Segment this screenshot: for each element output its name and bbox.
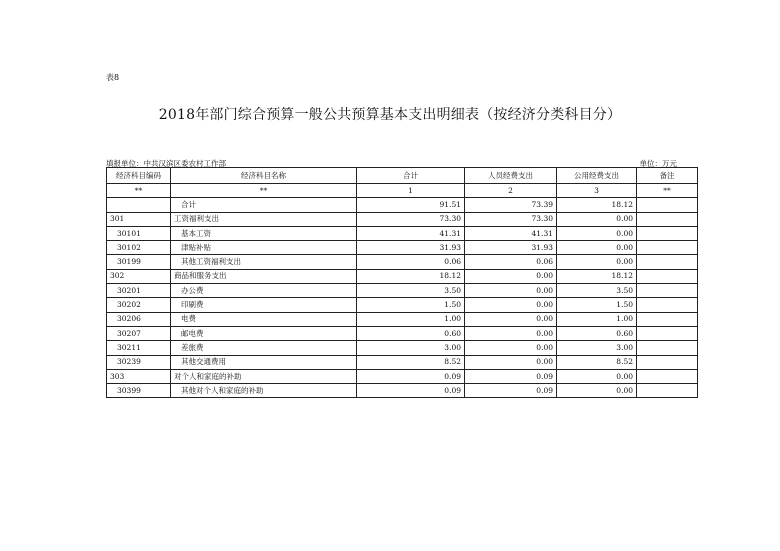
note-cell [637,312,698,326]
note-cell [637,284,698,298]
header-total: 合计 [357,168,465,184]
index-cell: 1 [357,184,465,198]
note-cell [637,384,698,398]
total-cell: 31.93 [357,241,465,255]
public-cell: 3.00 [557,341,637,355]
name-cell: 工资福利支出 [171,212,357,226]
header-name: 经济科目名称 [171,168,357,184]
note-cell [637,212,698,226]
expenditure-table [106,167,698,398]
note-cell [637,226,698,240]
code-cell: 30199 [107,255,171,269]
public-cell: 0.00 [557,255,637,269]
code-cell: 30399 [107,384,171,398]
index-cell: ** [171,184,357,198]
code-cell: 301 [107,212,171,226]
code-cell: 30206 [107,312,171,326]
name-cell: 对个人和家庭的补助 [171,369,357,383]
total-cell: 8.52 [357,355,465,369]
code-cell: 30201 [107,284,171,298]
public-cell: 18.12 [557,198,637,212]
index-cell: 3 [557,184,637,198]
code-cell: 303 [107,369,171,383]
code-cell: 30101 [107,226,171,240]
header-note: 备注 [637,168,698,184]
header-code: 经济科目编码 [107,168,171,184]
note-cell [637,341,698,355]
code-cell: 30239 [107,355,171,369]
personnel-cell: 0.00 [465,355,557,369]
page-title: 2018年部门综合预算一般公共预算基本支出明细表（按经济分类科目分） [158,107,622,123]
code-cell: 30102 [107,241,171,255]
note-cell [637,326,698,340]
name-cell: 其他对个人和家庭的补助 [171,384,357,398]
total-cell: 0.09 [357,369,465,383]
note-cell [637,369,698,383]
table-row [107,369,698,383]
personnel-cell: 0.00 [465,284,557,298]
personnel-cell: 0.00 [465,341,557,355]
index-cell: 2 [465,184,557,198]
total-cell: 0.09 [357,384,465,398]
code-cell: 30211 [107,341,171,355]
header-public: 公用经费支出 [557,168,637,184]
total-cell: 91.51 [357,198,465,212]
code-cell: 30207 [107,326,171,340]
public-cell: 3.50 [557,284,637,298]
personnel-cell: 73.30 [465,212,557,226]
total-cell: 0.06 [357,255,465,269]
public-cell: 1.50 [557,298,637,312]
table-row [107,269,698,283]
note-cell [637,241,698,255]
total-cell: 1.50 [357,298,465,312]
reporting-unit-label: 填报单位：中共汉滨区委农村工作部 [106,159,226,168]
name-cell: 津贴补贴 [171,241,357,255]
total-cell: 1.00 [357,312,465,326]
personnel-cell: 0.00 [465,269,557,283]
table-row [107,212,698,226]
header-personnel: 人员经费支出 [465,168,557,184]
total-cell: 73.30 [357,212,465,226]
table-row [107,312,698,326]
personnel-cell: 73.39 [465,198,557,212]
personnel-cell: 0.00 [465,312,557,326]
index-cell: ** [637,184,698,198]
personnel-cell: 0.09 [465,384,557,398]
public-cell: 8.52 [557,355,637,369]
table-row [107,226,698,240]
public-cell: 0.00 [557,369,637,383]
index-cell: ** [107,184,171,198]
public-cell: 0.60 [557,326,637,340]
public-cell: 0.00 [557,384,637,398]
personnel-cell: 0.09 [465,369,557,383]
table-row [107,384,698,398]
public-cell: 0.00 [557,226,637,240]
name-cell: 印刷费 [171,298,357,312]
table-row [107,284,698,298]
name-cell: 基本工资 [171,226,357,240]
code-cell: 302 [107,269,171,283]
table-row [107,355,698,369]
name-cell: 合计 [171,198,357,212]
table-row [107,341,698,355]
note-cell [637,355,698,369]
table-header-row [107,168,698,184]
personnel-cell: 0.00 [465,298,557,312]
public-cell: 0.00 [557,241,637,255]
name-cell: 邮电费 [171,326,357,340]
table-row [107,298,698,312]
personnel-cell: 31.93 [465,241,557,255]
table-row [107,255,698,269]
name-cell: 其他交通费用 [171,355,357,369]
public-cell: 0.00 [557,212,637,226]
name-cell: 商品和服务支出 [171,269,357,283]
total-cell: 0.60 [357,326,465,340]
total-cell: 18.12 [357,269,465,283]
table-row [107,241,698,255]
personnel-cell: 41.31 [465,226,557,240]
name-cell: 差旅费 [171,341,357,355]
note-cell [637,198,698,212]
total-cell: 41.31 [357,226,465,240]
table-row [107,198,698,212]
name-cell: 办公费 [171,284,357,298]
personnel-cell: 0.06 [465,255,557,269]
name-cell: 其他工资福利支出 [171,255,357,269]
code-cell [107,198,171,212]
personnel-cell: 0.00 [465,326,557,340]
note-cell [637,255,698,269]
public-cell: 18.12 [557,269,637,283]
table-number: 表8 [106,73,120,82]
total-cell: 3.00 [357,341,465,355]
index-row [107,184,698,198]
public-cell: 1.00 [557,312,637,326]
table-row [107,326,698,340]
code-cell: 30202 [107,298,171,312]
currency-unit-label: 单位：万元 [639,159,677,168]
note-cell [637,298,698,312]
note-cell [637,269,698,283]
total-cell: 3.50 [357,284,465,298]
name-cell: 电费 [171,312,357,326]
